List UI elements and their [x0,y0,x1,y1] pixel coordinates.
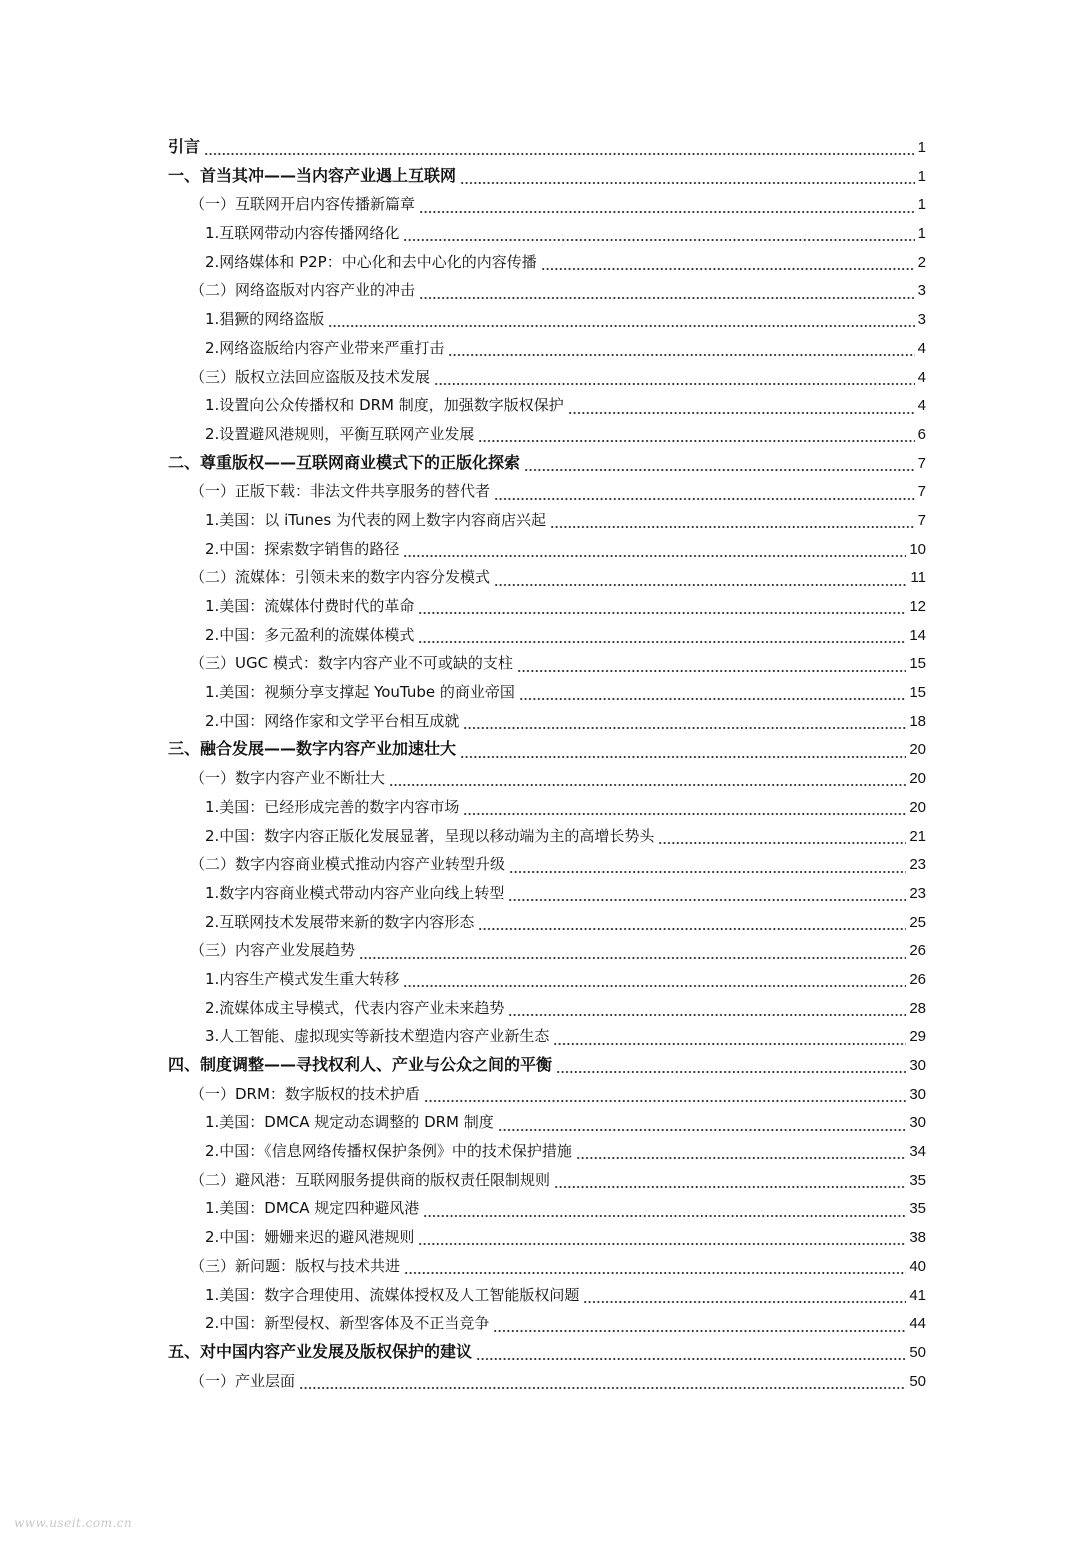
toc-dot-leader [204,152,915,156]
toc-dot-leader [424,1099,906,1103]
toc-page-number: 7 [917,454,926,472]
toc-entry-title: （三）内容产业发展趋势 [190,941,356,960]
toc-subsection-entry[interactable] [168,248,926,277]
toc-subsection-entry[interactable] [168,707,926,736]
toc-section-entry[interactable] [168,649,926,678]
toc-dot-leader [583,1300,906,1304]
toc-entry-title: 2.中国：新型侵权、新型客体及不正当竞争 [205,1314,490,1333]
toc-entry-title: 引言 [168,137,201,156]
toc-section-entry[interactable] [168,1080,926,1109]
toc-chapter-entry[interactable] [168,449,926,478]
toc-subsection-entry[interactable] [168,592,926,621]
toc-entry-title: 2.流媒体成主导模式，代表内容产业未来趋势 [205,998,505,1017]
toc-dot-leader [299,1386,906,1390]
toc-dot-leader [541,267,915,271]
toc-page-number: 50 [909,1343,926,1361]
toc-subsection-entry[interactable] [168,1137,926,1166]
toc-page-number: 20 [909,798,926,816]
toc-page-number: 4 [917,368,926,386]
toc-entry-title: 2.中国：数字内容正版化发展显著，呈现以移动端为主的高增长势头 [205,826,655,845]
toc-entry-title: （三）新问题：版权与技术共进 [190,1256,401,1275]
toc-entry-title: 1.数字内容商业模式带动内容产业向线上转型 [205,883,505,902]
toc-page-number: 14 [909,626,926,644]
toc-entry-title: 1.美国：DMCA 规定动态调整的 DRM 制度 [205,1113,494,1132]
toc-page-number: 38 [909,1229,926,1247]
toc-dot-leader [524,468,915,472]
toc-entry-title: 2.中国：《信息网络传播权保护条例》中的技术保护措施 [205,1142,572,1161]
toc-section-entry[interactable] [168,190,926,219]
toc-dot-leader [509,870,906,874]
watermark: www.useit.com.cn [14,1516,133,1530]
toc-entry-title: （二）避风港：互联网服务提供商的版权责任限制规则 [190,1170,551,1189]
toc-dot-leader [554,1185,906,1189]
toc-page-number: 1 [917,139,926,156]
toc-dot-leader [508,1013,906,1017]
toc-subsection-entry[interactable] [168,391,926,420]
toc-page-number: 29 [909,1028,926,1046]
toc-entry-title: （一）DRM：数字版权的技术护盾 [190,1084,420,1103]
toc-page-number: 10 [909,540,926,558]
toc-dot-leader [404,1271,906,1275]
toc-chapter-entry[interactable] [168,735,926,764]
toc-entry-title: 1.猖獗的网络盗版 [205,310,325,329]
toc-subsection-entry[interactable] [168,822,926,851]
toc-section-entry[interactable] [168,276,926,305]
toc-chapter-entry[interactable] [168,1338,926,1367]
toc-subsection-entry[interactable] [168,1194,926,1223]
toc-page-number: 40 [909,1257,926,1275]
toc-subsection-entry[interactable] [168,420,926,449]
toc-dot-leader [463,726,906,730]
toc-entry-title: （一）正版下载：非法文件共享服务的替代者 [190,482,491,501]
toc-page-number: 41 [909,1286,926,1304]
toc-dot-leader [403,238,914,242]
toc-page-number: 50 [909,1372,926,1390]
toc-dot-leader [556,1070,906,1074]
toc-dot-leader [494,497,915,501]
toc-dot-leader [460,755,906,759]
toc-subsection-entry[interactable] [168,506,926,535]
toc-entry-title: （一）数字内容产业不断壮大 [190,769,386,788]
toc-section-entry[interactable] [168,936,926,965]
toc-subsection-entry[interactable] [168,678,926,707]
toc-page-number: 4 [917,397,926,415]
toc-dot-leader [478,439,914,443]
table-of-contents [168,133,926,1395]
toc-entry-title: （一）产业层面 [190,1371,296,1390]
toc-subsection-entry[interactable] [168,334,926,363]
toc-subsection-entry[interactable] [168,305,926,334]
toc-entry-title: 二、尊重版权——互联网商业模式下的正版化探索 [168,452,521,472]
toc-dot-leader [517,669,906,673]
toc-page-number: 30 [909,1114,926,1132]
toc-page-number: 6 [917,425,926,443]
toc-entry-title: 五、对中国内容产业发展及版权保护的建议 [168,1341,473,1361]
toc-subsection-entry[interactable] [168,1223,926,1252]
toc-subsection-entry[interactable] [168,535,926,564]
toc-page-number: 3 [917,282,926,300]
toc-entry-title: （二）流媒体：引领未来的数字内容分发模式 [190,568,491,587]
toc-chapter-entry[interactable] [168,162,926,191]
toc-chapter-entry[interactable] [168,1051,926,1080]
toc-section-entry[interactable] [168,1166,926,1195]
toc-dot-leader [403,984,906,988]
toc-page-number: 44 [909,1315,926,1333]
toc-page-number: 23 [909,856,926,874]
toc-dot-leader [403,554,906,558]
toc-entry-title: 3.人工智能、虚拟现实等新技术塑造内容产业新生态 [205,1027,550,1046]
toc-dot-leader [418,1242,906,1246]
toc-entry-title: 2.中国：探索数字销售的路径 [205,539,400,558]
toc-entry-title: 1.美国：已经形成完善的数字内容市场 [205,797,460,816]
toc-page-number: 23 [909,884,926,902]
toc-dot-leader [418,640,906,644]
toc-page-number: 15 [909,684,926,702]
toc-page-number: 11 [910,569,926,587]
toc-dot-leader [478,927,906,931]
toc-entry-title: 2.中国：网络作家和文学平台相互成就 [205,711,460,730]
toc-entry-title: （一）互联网开启内容传播新篇章 [190,195,416,214]
toc-entry-title: 2.网络盗版给内容产业带来严重打击 [205,338,445,357]
toc-section-entry[interactable] [168,1367,926,1396]
toc-dot-leader [493,1329,906,1333]
toc-dot-leader [498,1128,907,1132]
toc-page-number: 1 [917,167,926,185]
toc-page-number: 12 [909,598,926,615]
toc-page-number: 26 [909,970,926,988]
toc-page-number: 30 [909,1057,926,1074]
toc-section-entry[interactable] [168,477,926,506]
toc-dot-leader [553,1042,906,1046]
toc-dot-leader [568,411,915,415]
toc-page-number: 26 [909,942,926,960]
toc-page-number: 1 [917,225,926,243]
toc-entry-title: 2.中国：多元盈利的流媒体模式 [205,625,415,644]
toc-subsection-entry[interactable] [168,793,926,822]
toc-entry-title: （三）版权立法回应盗版及技术发展 [190,367,431,386]
toc-dot-leader [658,841,906,845]
toc-page-number: 35 [909,1171,926,1189]
toc-subsection-entry[interactable] [168,219,926,248]
toc-section-entry[interactable] [168,850,926,879]
toc-dot-leader [423,1214,906,1218]
toc-entry-title: 2.网络媒体和 P2P：中心化和去中心化的内容传播 [205,252,537,271]
toc-entry-title: （二）数字内容商业模式推动内容产业转型升级 [190,855,506,874]
toc-dot-leader [494,583,907,587]
toc-entry-title: 1.设置向公众传播权和 DRM 制度，加强数字版权保护 [205,396,564,415]
toc-dot-leader [550,525,915,529]
toc-section-entry[interactable] [168,563,926,592]
toc-entry-title: 一、首当其冲——当内容产业遇上互联网 [168,165,457,185]
toc-page-number: 20 [909,741,926,759]
toc-dot-leader [508,898,906,902]
toc-subsection-entry[interactable] [168,1309,926,1338]
toc-page-number: 7 [917,483,926,501]
toc-entry-title: 1.美国：DMCA 规定四种避风港 [205,1199,420,1218]
toc-subsection-entry[interactable] [168,1108,926,1137]
toc-dot-leader [576,1156,906,1160]
toc-dot-leader [460,181,915,185]
toc-entry-title: 1.内容生产模式发生重大转移 [205,969,400,988]
toc-dot-leader [418,611,906,615]
toc-subsection-entry[interactable] [168,879,926,908]
toc-page-number: 20 [909,770,926,788]
toc-entry-title: 1.美国：视频分享支撑起 YouTube 的商业帝国 [205,683,515,702]
toc-dot-leader [328,324,914,328]
toc-chapter-entry[interactable] [168,133,926,162]
toc-entry-title: 1.互联网带动内容传播网络化 [205,224,400,243]
toc-subsection-entry[interactable] [168,965,926,994]
toc-page-number: 1 [917,196,926,214]
toc-entry-title: 1.美国：以 iTunes 为代表的网上数字内容商店兴起 [205,510,546,529]
toc-section-entry[interactable] [168,363,926,392]
toc-page-number: 7 [917,511,926,529]
toc-entry-title: （二）网络盗版对内容产业的冲击 [190,281,416,300]
toc-dot-leader [519,697,906,701]
toc-page-number: 28 [909,999,926,1017]
toc-dot-leader [476,1357,906,1361]
toc-entry-title: 1.美国：流媒体付费时代的革命 [205,597,415,615]
toc-subsection-entry[interactable] [168,621,926,650]
toc-entry-title: 2.中国：姗姗来迟的避风港规则 [205,1228,415,1247]
toc-subsection-entry[interactable] [168,908,926,937]
toc-page-number: 25 [909,913,926,931]
toc-page-number: 30 [909,1085,926,1103]
toc-entry-title: （三）UGC 模式：数字内容产业不可或缺的支柱 [190,654,513,673]
toc-dot-leader [463,812,906,816]
toc-entry-title: 2.互联网技术发展带来新的数字内容形态 [205,912,475,931]
toc-page-number: 35 [909,1200,926,1218]
toc-entry-title: 三、融合发展——数字内容产业加速壮大 [168,739,457,759]
toc-page-number: 34 [909,1143,926,1161]
toc-subsection-entry[interactable] [168,1022,926,1051]
toc-page-number: 3 [917,311,926,329]
toc-dot-leader [419,210,915,214]
toc-entry-title: 1.美国：数字合理使用、流媒体授权及人工智能版权问题 [205,1285,580,1304]
toc-page-number: 15 [909,655,926,673]
toc-page-number: 21 [909,827,926,845]
toc-subsection-entry[interactable] [168,1281,926,1310]
toc-subsection-entry[interactable] [168,994,926,1023]
toc-page-number: 18 [909,712,926,730]
toc-dot-leader [419,296,915,300]
toc-section-entry[interactable] [168,764,926,793]
toc-dot-leader [448,353,914,357]
toc-entry-title: 四、制度调整——寻找权利人、产业与公众之间的平衡 [168,1055,553,1074]
toc-dot-leader [359,956,906,960]
toc-entry-title: 2.设置避风港规则，平衡互联网产业发展 [205,424,475,443]
toc-page-number: 2 [917,253,926,271]
toc-page-number: 4 [917,339,926,357]
toc-dot-leader [389,783,906,787]
toc-section-entry[interactable] [168,1252,926,1281]
toc-dot-leader [434,382,915,386]
